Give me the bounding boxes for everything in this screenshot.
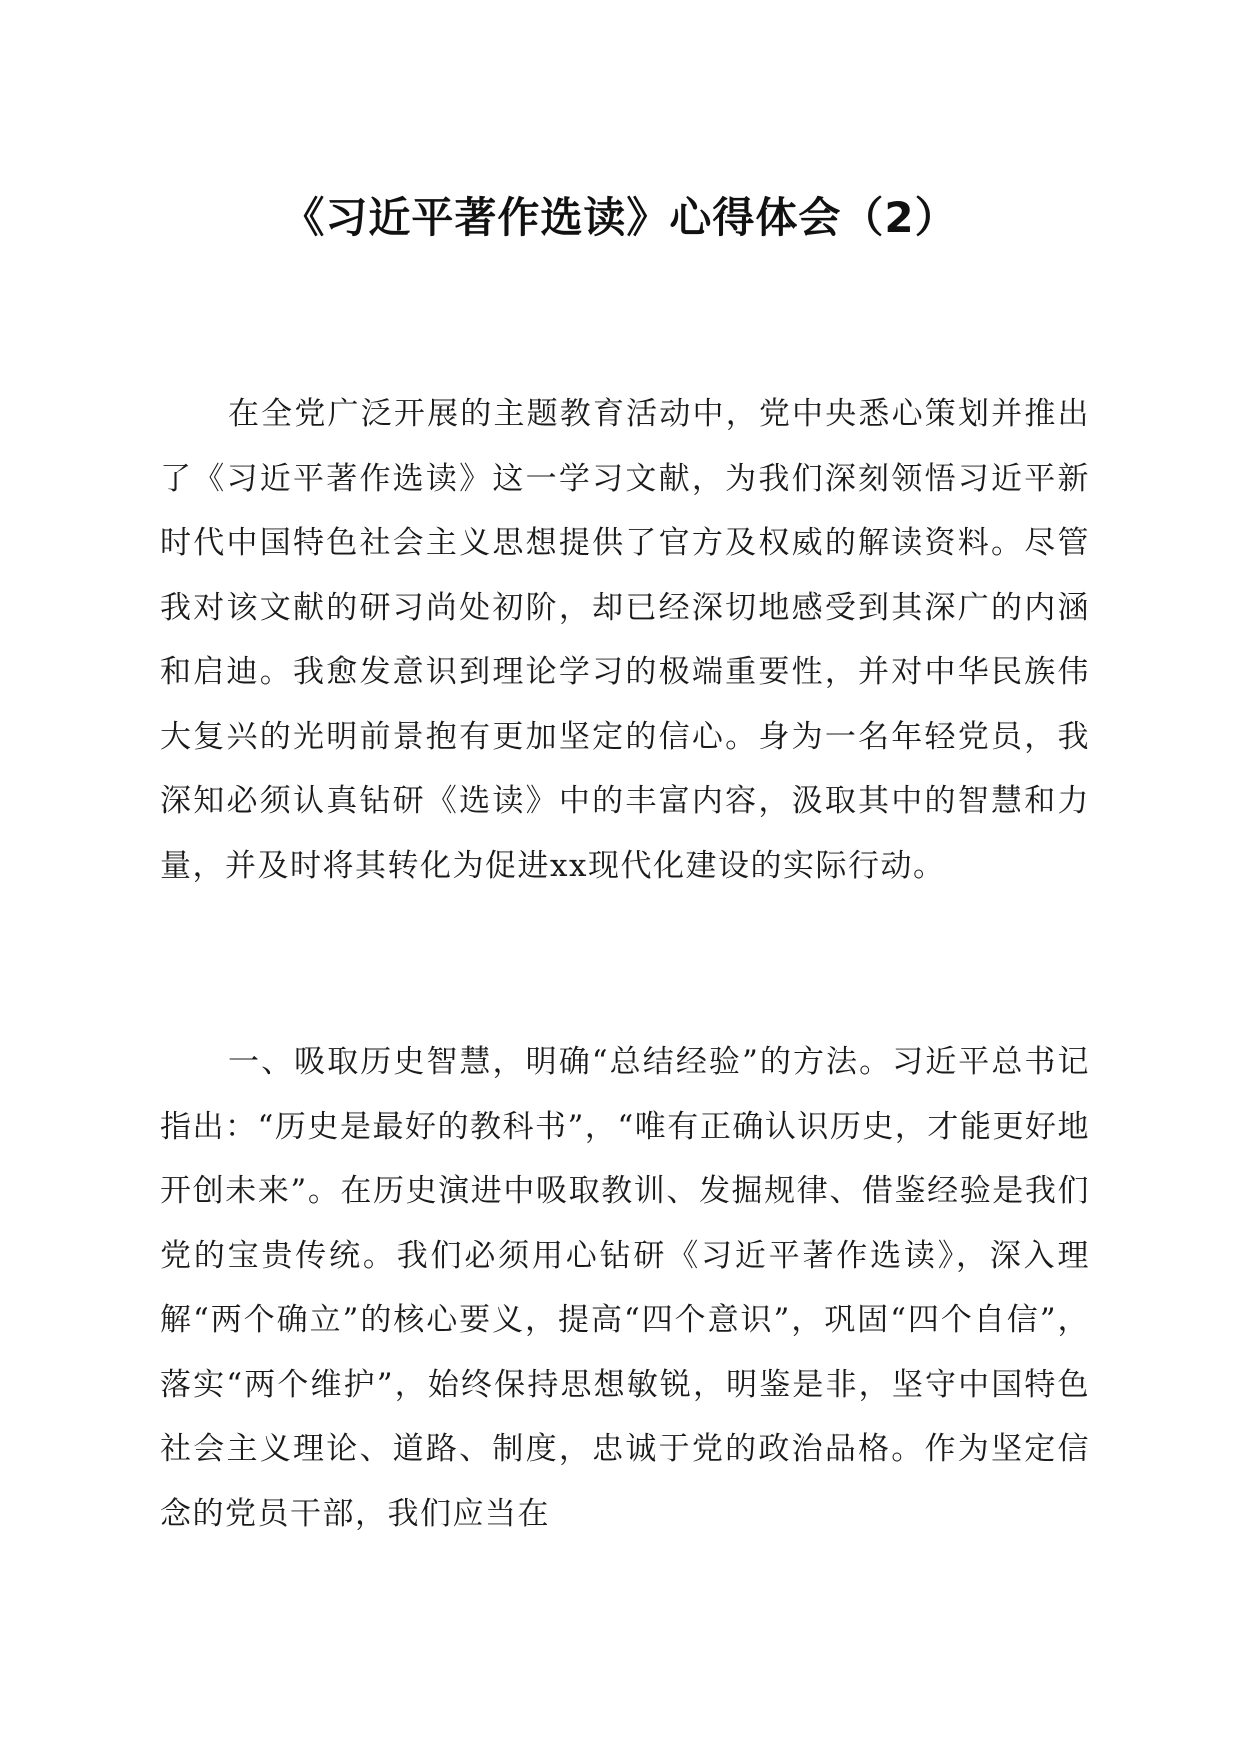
- paragraph-intro: 在全党广泛开展的主题教育活动中，党中央悉心策划并推出了《习近平著作选读》这一学习文献，为我们深刻领悟习近平新时代中国特色社会主义思想提供了官方及权威的解读资料。尽管我对该文献的研习尚处初阶，却已经深切地感受到其深广的内涵和启迪。我愈发意识到理论学习的极端重要性，并对中华民族伟大复兴的光明前景抱有更加坚定的信心。身为一名年轻党员，我深知必须认真钻研《选读》中的丰富内容，汲取其中的智慧和力量，并及时将其转化为促进xx现代化建设的实际行动。: [160, 396, 1090, 884]
- document-title: 《习近平著作选读》心得体会（2）: [282, 193, 958, 242]
- paragraph-section-one: 一、吸取历史智慧，明确“总结经验”的方法。习近平总书记指出：“历史是最好的教科书”，“唯有正确认识历史，才能更好地开创未来”。在历史演进中吸取教训、发掘规律、借鉴经验是我们党的宝贵传统。我们必须用心钻研《习近平著作选读》，深入理解“两个确立”的核心要义，提高“四个意识”，巩固“四个自信”，落实“两个维护”，始终保持思想敏锐，明鉴是非，坚守中国特色社会主义理论、道路、制度，忠诚于党的政治品格。作为坚定信念的党员干部，我们应当在: [160, 1044, 1090, 1532]
